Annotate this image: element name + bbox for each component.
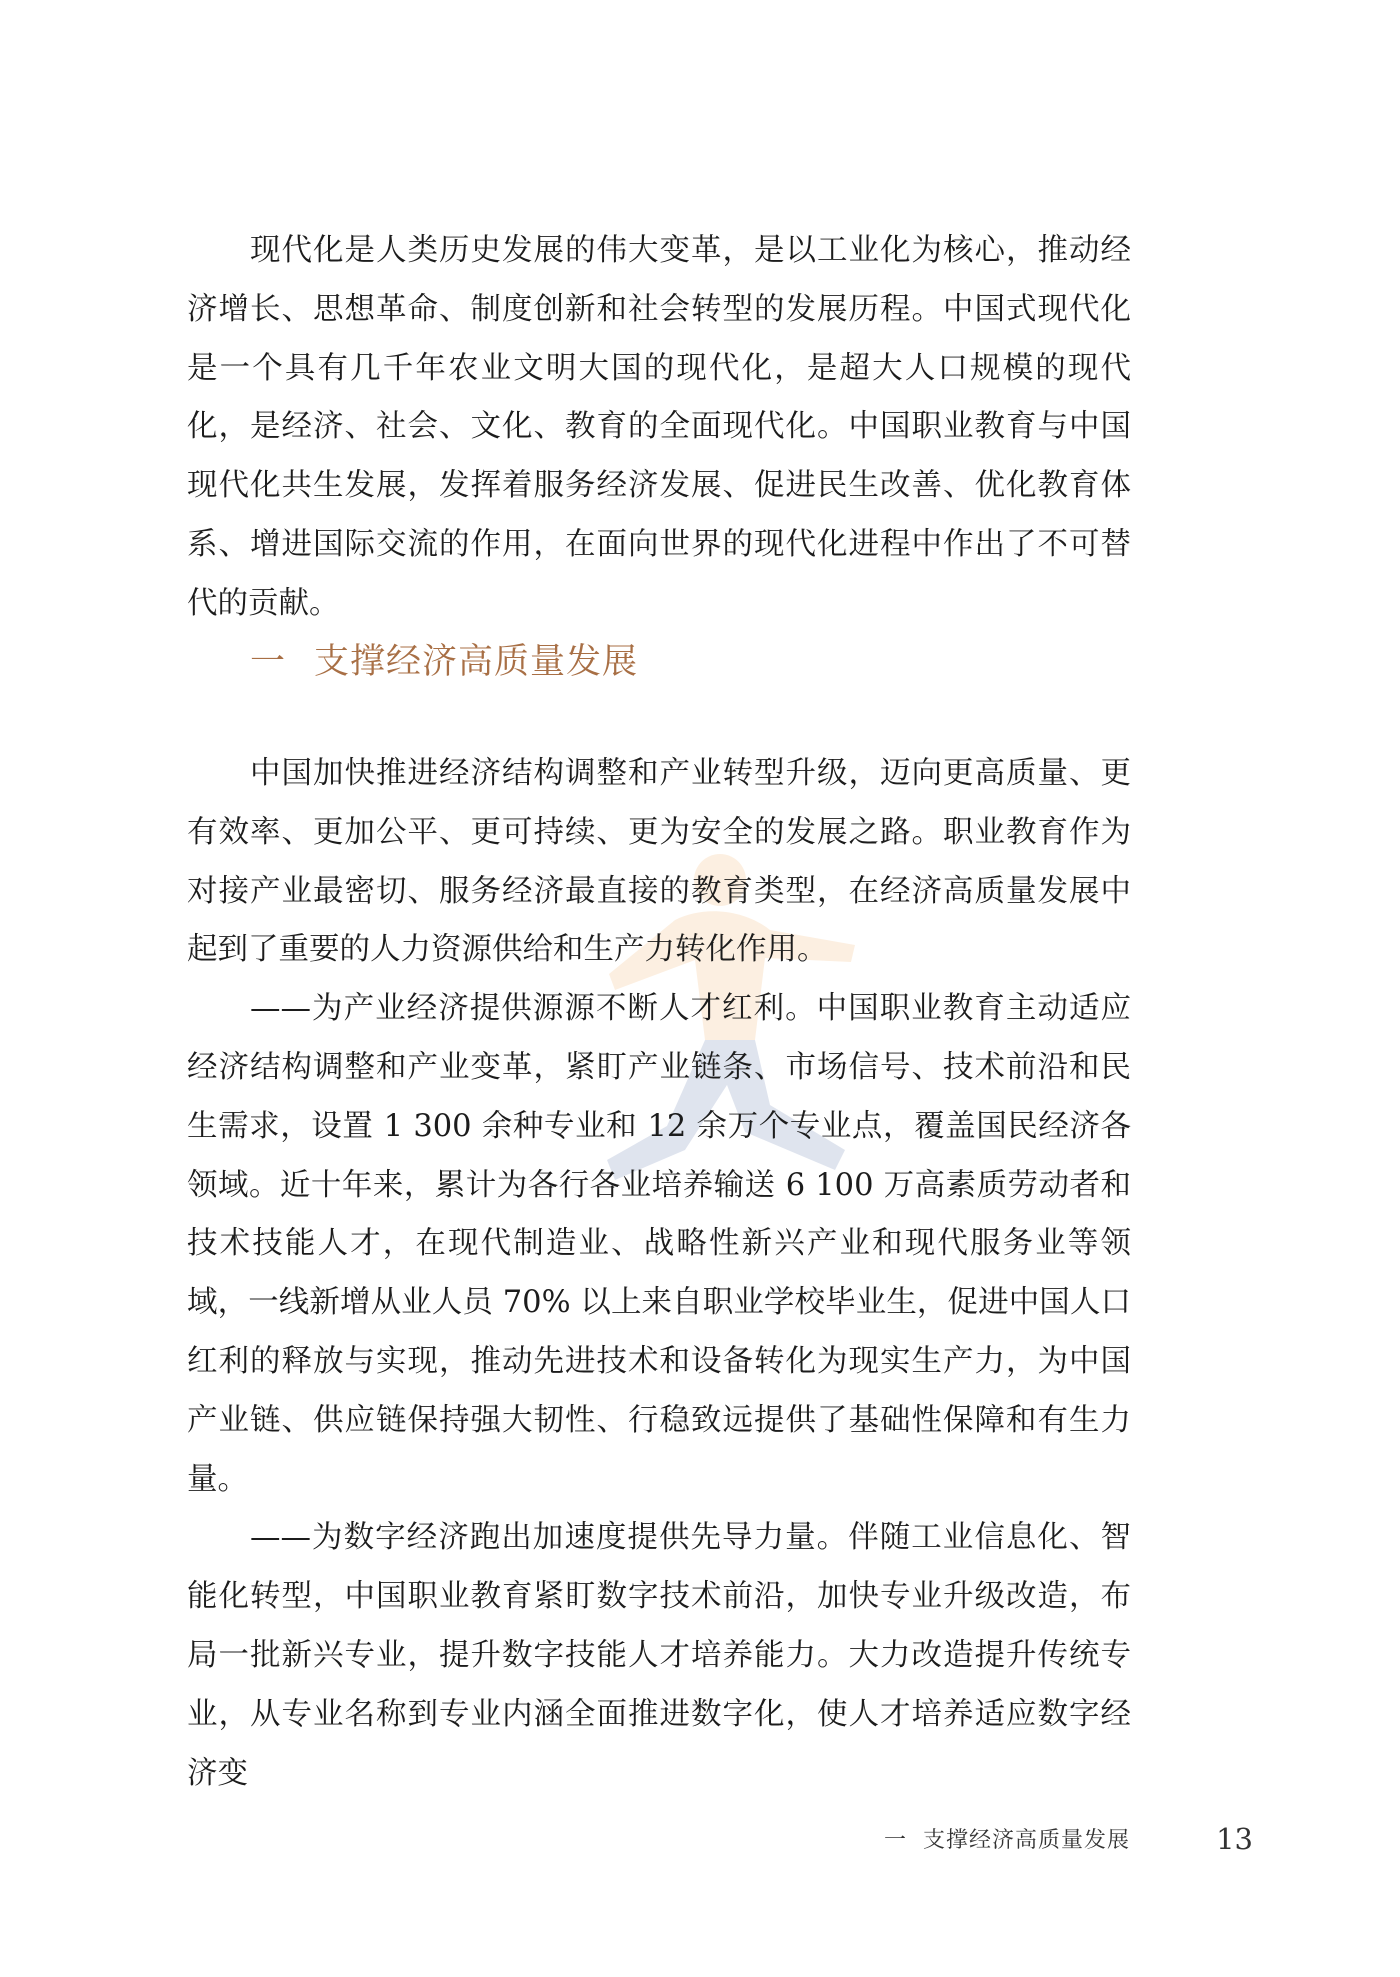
running-footer-title: 一 支撑经济高质量发展 bbox=[884, 1828, 1130, 1853]
intro-section bbox=[187, 222, 1131, 634]
body-paragraph: ——为产业经济提供源源不断人才红利。中国职业教育主动适应经济结构调整和产业变革，紧盯产业链条、市场信号、技术前沿和民生需求，设置 1 300 余种专业和 12 余万个专业点，覆盖国民经济各领域。近十年来，累计为各行各业培养输送 6 100 万高素质劳动者和技术技能人才，在现代制造业、战略性新兴产业和现代服务业等领域，一线新增从业人员 70% 以上来自职业学校毕业生，促进中国人口红利的释放与实现，推动先进技术和设备转化为现实生产力，为中国产业链、供应链保持强大韧性、行稳致远提供了基础性保障和有生力量。 bbox=[187, 991, 1131, 1497]
intro-paragraph: 现代化是人类历史发展的伟大变革，是以工业化为核心，推动经济增长、思想革命、制度创新和社会转型的发展历程。中国式现代化是一个具有几千年农业文明大国的现代化，是超大人口规模的现代化，是经济、社会、文化、教育的全面现代化。中国职业教育与中国现代化共生发展，发挥着服务经济发展、促进民生改善、优化教育体系、增进国际交流的作用，在面向世界的现代化进程中作出了不可替代的贡献。 bbox=[187, 233, 1131, 621]
page-number: 13 bbox=[1216, 1822, 1253, 1856]
section-title: 支撑经济高质量发展 bbox=[314, 642, 639, 682]
section-body bbox=[187, 745, 1131, 1803]
body-paragraph: 中国加快推进经济结构调整和产业转型升级，迈向更高质量、更有效率、更加公平、更可持续、更为安全的发展之路。职业教育作为对接产业最密切、服务经济最直接的教育类型，在经济高质量发展中起到了重要的人力资源供给和生产力转化作用。 bbox=[187, 756, 1131, 968]
section-number: 一 bbox=[250, 642, 287, 682]
body-paragraph: ——为数字经济跑出加速度提供先导力量。伴随工业信息化、智能化转型，中国职业教育紧盯数字技术前沿，加快专业升级改造，布局一批新兴专业，提升数字技能人才培养能力。大力改造提升传统专业，从专业名称到专业内涵全面推进数字化，使人才培养适应数字经济变 bbox=[187, 1520, 1131, 1791]
section-heading bbox=[250, 636, 638, 688]
